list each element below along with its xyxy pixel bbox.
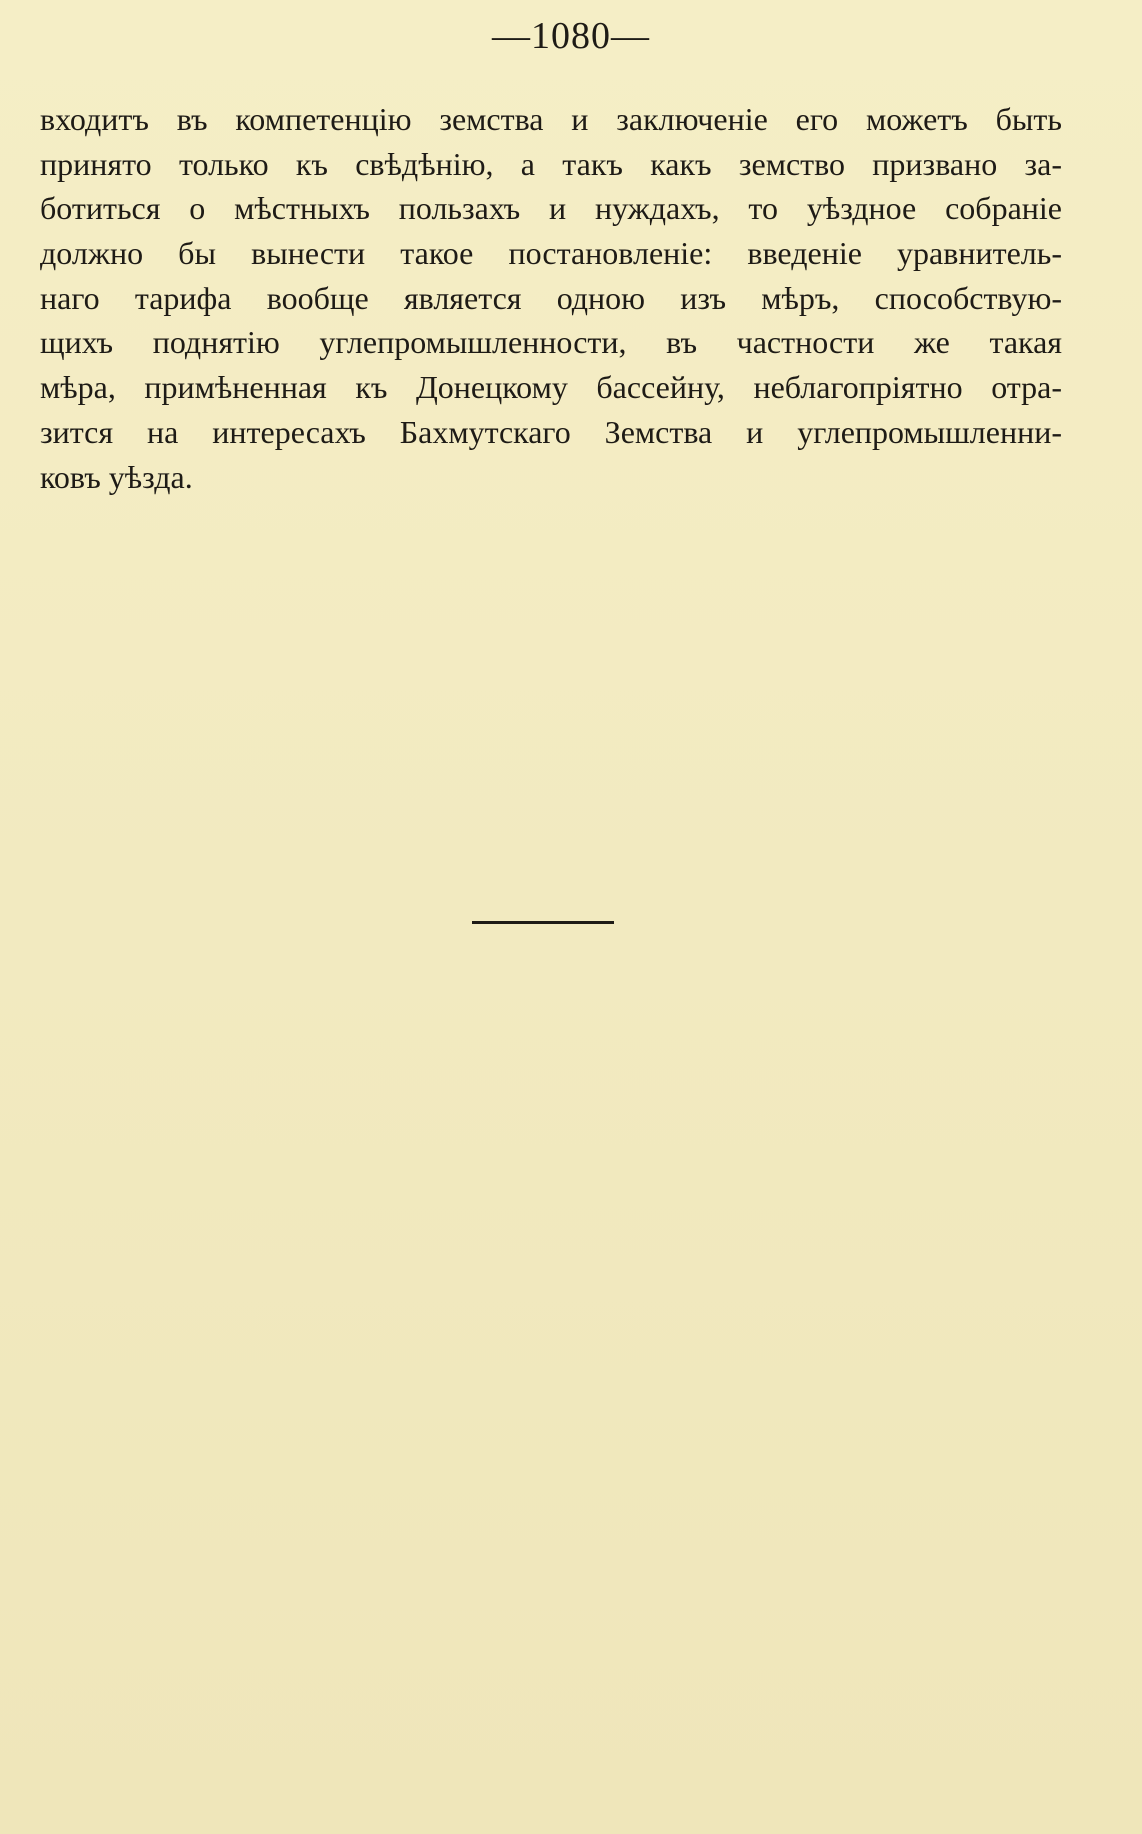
text-line: должно бы вынести такое постановленіе: введеніе уравнитель- bbox=[40, 235, 1062, 272]
page-number: —1080— bbox=[492, 15, 650, 57]
text-line: входитъ въ компетенцію земства и заключеніе его можетъ быть bbox=[40, 101, 1062, 137]
section-divider bbox=[472, 921, 614, 924]
text-line: мѣра, примѣненная къ Донецкому бассейну, неблагопріятно отра- bbox=[40, 369, 1062, 406]
text-line: ковъ уѣзда. bbox=[40, 458, 193, 495]
paragraph bbox=[40, 97, 1062, 499]
text-line: наго тарифа вообще является одною изъ мѣръ, способствую- bbox=[40, 279, 1062, 316]
text-line: щихъ поднятію углепромышленности, въ частности же такая bbox=[40, 324, 1062, 361]
text-line: зится на интересахъ Бахмутскаго Земства и углепромышленни- bbox=[40, 413, 1062, 450]
text-line: ботиться о мѣстныхъ пользахъ и нуждахъ, то уѣздное собраніе bbox=[40, 190, 1062, 227]
text-line: принято только къ свѣдѣнію, а такъ какъ земство призвано за- bbox=[40, 145, 1062, 182]
